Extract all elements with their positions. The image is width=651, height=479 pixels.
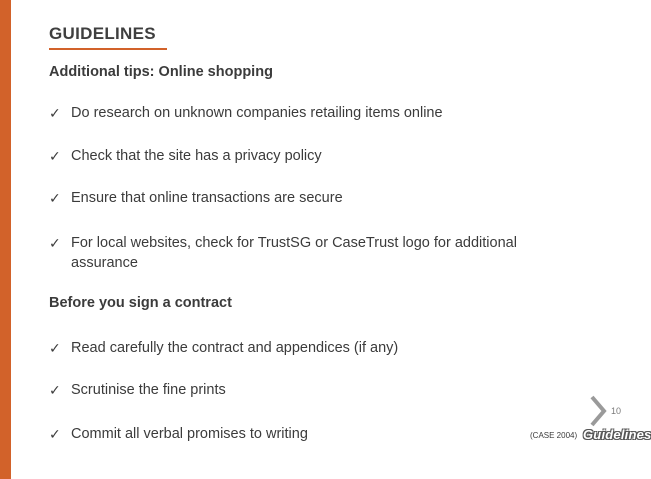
checkmark-icon: ✓ bbox=[49, 426, 61, 442]
source-credit: (CASE 2004) bbox=[530, 431, 578, 440]
list-item-text: Ensure that online transactions are secure bbox=[71, 190, 343, 206]
list-item-text: Scrutinise the fine prints bbox=[71, 382, 226, 398]
checkmark-icon: ✓ bbox=[49, 235, 61, 251]
checkmark-icon: ✓ bbox=[49, 382, 61, 398]
slide bbox=[11, 0, 651, 479]
list-item-text: Commit all verbal promises to writing bbox=[71, 426, 308, 442]
list-item bbox=[49, 338, 569, 358]
section-heading-contract: Before you sign a contract bbox=[49, 295, 232, 311]
checkmark-icon: ✓ bbox=[49, 148, 61, 164]
page-number: 10 bbox=[611, 406, 622, 416]
list-item bbox=[49, 424, 569, 444]
list-item-text: Do research on unknown companies retailing items online bbox=[71, 105, 443, 121]
list-item bbox=[49, 103, 569, 123]
list-item-text: Read carefully the contract and appendices (if any) bbox=[71, 340, 399, 356]
section-heading-online-shopping: Additional tips: Online shopping bbox=[49, 64, 273, 80]
checkmark-icon: ✓ bbox=[49, 190, 61, 206]
chevron-right-icon bbox=[588, 394, 608, 428]
list-item bbox=[49, 233, 569, 273]
list-item bbox=[49, 380, 569, 400]
checkmark-icon: ✓ bbox=[49, 105, 61, 121]
guidelines-logo: Guidelines bbox=[583, 427, 651, 442]
list-item-text: Check that the site has a privacy policy bbox=[71, 148, 322, 164]
list-item-text: For local websites, check for TrustSG or CaseTrust logo for additional assurance bbox=[71, 235, 517, 271]
checkmark-icon: ✓ bbox=[49, 340, 61, 356]
title-underline bbox=[49, 48, 167, 50]
list-item bbox=[49, 188, 569, 208]
accent-bar bbox=[0, 0, 11, 479]
list-item bbox=[49, 146, 569, 166]
slide-title: GUIDELINES bbox=[49, 24, 156, 43]
